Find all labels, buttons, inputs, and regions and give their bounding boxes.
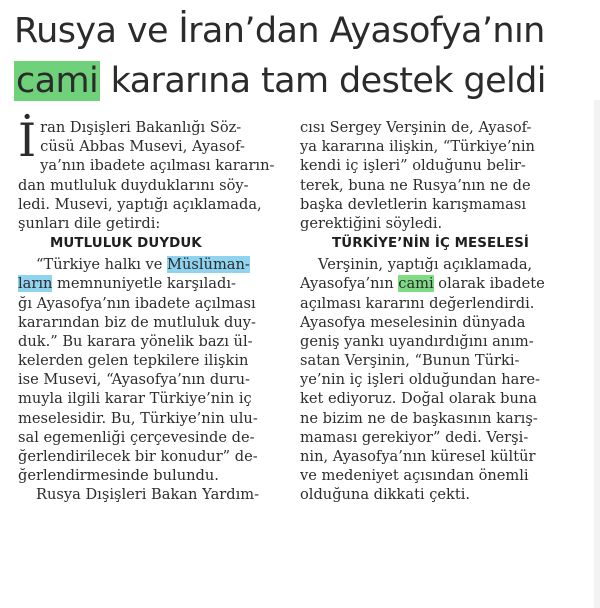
drop-cap: İ — [18, 113, 37, 167]
text-line: ya kararına ilişkin, “Türkiye’nin — [300, 138, 535, 156]
headline-highlight-cami: cami — [16, 61, 99, 101]
text-line: terek, buna ne Rusya’nın ne de — [300, 176, 531, 194]
right-column — [300, 118, 572, 505]
headline-line-2-rest: kararına tam destek geldi — [100, 61, 546, 101]
text-fragment: Ayasofya’nın — [300, 275, 399, 293]
text-line: dan mutluluk duyduklarını söy- — [18, 176, 249, 194]
text-line: ve medeniyet açısından önemli — [300, 467, 529, 485]
text-line: açılması kararını değerlendirdi. — [300, 294, 535, 312]
highlight-cami: cami — [398, 275, 434, 293]
text-line: ket ediyoruz. Doğal olarak buna — [300, 390, 537, 408]
text-line: ise Musevi, “Ayasofya’nın duru- — [18, 371, 250, 389]
page-edge-shade — [594, 100, 600, 608]
text-line: nin, Ayasofya’nın küresel kültür — [300, 448, 536, 465]
text-line: Ayasofya meselesinin dünyada — [300, 313, 526, 331]
highlight-muslumanlar-cont: ların — [18, 275, 53, 293]
text-fragment: memnuniyetle karşıladı- — [52, 275, 236, 293]
text-line: Verşinin, yaptığı açıklamada, — [318, 256, 533, 274]
text-line: ran Dışişleri Bakanlığı Söz- — [40, 119, 242, 136]
text-line: ledi. Musevi, yaptığı açıklamada, — [18, 195, 262, 213]
text-line: cüsü Abbas Musevi, Ayasof- — [40, 138, 245, 156]
text-line — [18, 274, 280, 293]
text-line: kendi iç işleri” olduğunu belir- — [300, 157, 526, 175]
text-line: ye’nin iç işleri olduğundan hare- — [300, 371, 540, 389]
text-line: ğerlendirilecek bir konudur” de- — [18, 448, 258, 465]
left-column — [18, 113, 280, 505]
highlight-muslumanlar: Müslüman- — [167, 256, 250, 274]
text-line: ne bizim ne de başkasının karış- — [300, 409, 538, 427]
headline-line-2 — [14, 56, 590, 106]
text-line: olduğuna dikkati çekti. — [300, 486, 471, 504]
text-fragment: olarak ibadete — [433, 275, 545, 293]
text-line: sal egemenliği çerçevesinde de- — [18, 428, 255, 446]
subheading-ic-meselesi: TÜRKİYE’NİN İÇ MESELESİ — [332, 236, 530, 252]
text-line: muyla ilgili karar Türkiye’nin iç — [18, 390, 252, 408]
text-line: kelerden gelen tepkilere ilişkin — [18, 352, 249, 370]
text-line: ğerlendirmesinde bulundu. — [18, 467, 219, 485]
text-line: ğı Ayasofya’nın ibadete açılması — [18, 294, 256, 312]
text-line — [300, 274, 572, 293]
text-line: meselesidir. Bu, Türkiye’nin ulu- — [18, 409, 258, 427]
text-line: ya’nın ibadete açılması kararın- — [40, 157, 275, 175]
text-line: satan Verşinin, “Bunun Türki- — [300, 352, 520, 370]
text-line: şunları dile getirdi: — [18, 214, 161, 232]
text-line: Rusya Dışişleri Bakan Yardım- — [36, 486, 260, 504]
text-line: duk.” Bu karara yönelik bazı ül- — [18, 332, 253, 350]
text-line: geniş yankı uyandırdığını anım- — [300, 332, 534, 350]
text-line — [18, 255, 280, 274]
headline — [14, 6, 590, 106]
headline-line-1: Rusya ve İran’dan Ayasofya’nın — [14, 11, 545, 51]
text-line: kararından biz de mutluluk duy- — [18, 313, 256, 331]
text-line: gerektiğini söyledi. — [300, 214, 443, 232]
subheading-mutluluk: MUTLULUK DUYDUK — [50, 236, 202, 252]
text-line: maması gerekiyor” dedi. Verşi- — [300, 428, 529, 446]
text-line: başka devletlerin karışmaması — [300, 195, 527, 213]
text-fragment: “Türkiye halkı ve — [36, 256, 168, 274]
text-line: cısı Sergey Verşinin de, Ayasof- — [300, 119, 532, 136]
